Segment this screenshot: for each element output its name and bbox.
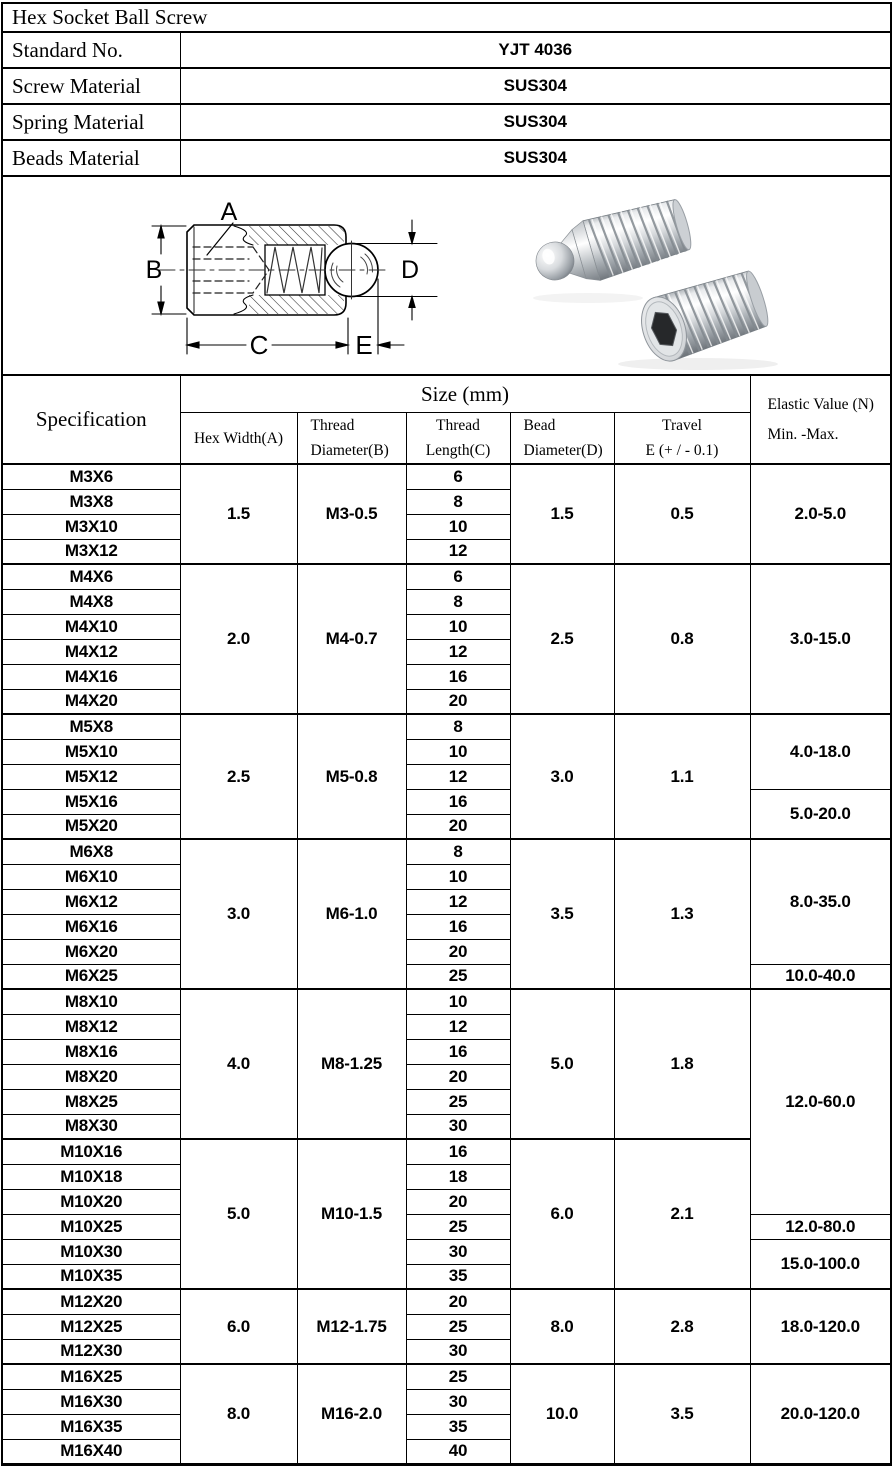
elastic-header-line1: Elastic Value (N) bbox=[767, 395, 874, 413]
elastic-header-line2: Min. -Max. bbox=[767, 425, 839, 443]
spec-name: M10X16 bbox=[2, 1139, 180, 1164]
thread-diameter-value: M12-1.75 bbox=[297, 1289, 406, 1364]
thread-length-value: 20 bbox=[406, 814, 510, 839]
diagram-row bbox=[2, 176, 891, 375]
hatch-top-band bbox=[249, 226, 344, 245]
thread-length-value: 20 bbox=[406, 1189, 510, 1214]
spec-row-M16X25 bbox=[2, 1364, 891, 1389]
thread-length-value: 25 bbox=[406, 1214, 510, 1239]
spec-name: M4X10 bbox=[2, 614, 180, 639]
travel-value: 1.1 bbox=[614, 714, 750, 839]
thread-length-value: 10 bbox=[406, 989, 510, 1014]
spec-name: M12X30 bbox=[2, 1339, 180, 1364]
thread-diameter-value: M6-1.0 bbox=[297, 839, 406, 989]
thread-diameter-value: M3-0.5 bbox=[297, 464, 406, 564]
elastic-value: 3.0-15.0 bbox=[750, 564, 891, 714]
diagram-svg bbox=[3, 178, 888, 373]
travel-value: 0.5 bbox=[614, 464, 750, 564]
bead-diameter-value: 3.0 bbox=[510, 714, 614, 839]
column-header-specification: Specification bbox=[2, 375, 180, 464]
spec-name: M6X10 bbox=[2, 864, 180, 889]
elastic-value: 4.0-18.0 bbox=[750, 714, 891, 789]
thread-diameter-value: M5-0.8 bbox=[297, 714, 406, 839]
thread-length-value: 16 bbox=[406, 1039, 510, 1064]
spec-row-M10X25 bbox=[2, 1214, 891, 1239]
thread-diameter-line1: Thread bbox=[310, 417, 355, 434]
dim-label-c: C bbox=[249, 330, 269, 360]
spec-name: M10X18 bbox=[2, 1164, 180, 1189]
spec-name: M4X20 bbox=[2, 689, 180, 714]
thread-length-value: 25 bbox=[406, 1314, 510, 1339]
page-title: Hex Socket Ball Screw bbox=[2, 3, 891, 32]
travel-value: 0.8 bbox=[614, 564, 750, 714]
thread-length-line1: Thread bbox=[436, 417, 480, 434]
thread-length-value: 25 bbox=[406, 964, 510, 989]
bead-diameter-line1: Bead bbox=[523, 417, 556, 434]
hatch-bottom-band bbox=[249, 295, 344, 314]
thread-length-value: 20 bbox=[406, 939, 510, 964]
spec-name: M16X40 bbox=[2, 1439, 180, 1464]
travel-value: 2.8 bbox=[614, 1289, 750, 1364]
thread-length-value: 16 bbox=[406, 914, 510, 939]
bead-diameter-value: 8.0 bbox=[510, 1289, 614, 1364]
thread-length-value: 16 bbox=[406, 664, 510, 689]
thread-diameter-value: M8-1.25 bbox=[297, 989, 406, 1139]
bead-diameter-value: 2.5 bbox=[510, 564, 614, 714]
thread-length-value: 16 bbox=[406, 1139, 510, 1164]
column-header-thread-length bbox=[406, 413, 510, 465]
spec-row-M3X6 bbox=[2, 464, 891, 489]
spec-header-row-1 bbox=[2, 375, 891, 413]
hex-width-value: 4.0 bbox=[180, 989, 297, 1139]
spec-name: M10X20 bbox=[2, 1189, 180, 1214]
screw-material-label: Screw Material bbox=[2, 68, 180, 104]
spring-material-label: Spring Material bbox=[2, 104, 180, 140]
thread-length-value: 35 bbox=[406, 1414, 510, 1439]
thread-length-value: 18 bbox=[406, 1164, 510, 1189]
spec-name: M10X25 bbox=[2, 1214, 180, 1239]
elastic-value: 12.0-80.0 bbox=[750, 1214, 891, 1239]
elastic-value: 5.0-20.0 bbox=[750, 789, 891, 839]
dim-label-d: D bbox=[400, 256, 420, 284]
spec-row-M8X10 bbox=[2, 989, 891, 1014]
hex-width-value: 5.0 bbox=[180, 1139, 297, 1289]
spec-name: M16X35 bbox=[2, 1414, 180, 1439]
bead-diameter-value: 10.0 bbox=[510, 1364, 614, 1464]
spec-row-M12X20 bbox=[2, 1289, 891, 1314]
travel-value: 3.5 bbox=[614, 1364, 750, 1464]
spec-name: M8X16 bbox=[2, 1039, 180, 1064]
column-group-size-mm: Size (mm) bbox=[180, 375, 750, 413]
bead-diameter-line2: Diameter(D) bbox=[523, 442, 603, 459]
dim-label-e: E bbox=[355, 330, 373, 360]
spec-name: M4X8 bbox=[2, 589, 180, 614]
spec-name: M6X25 bbox=[2, 964, 180, 989]
spring-material-value: SUS304 bbox=[180, 104, 891, 140]
title-row bbox=[2, 3, 891, 32]
spec-name: M5X10 bbox=[2, 739, 180, 764]
spec-name: M4X16 bbox=[2, 664, 180, 689]
spec-name: M8X12 bbox=[2, 1014, 180, 1039]
spec-name: M8X25 bbox=[2, 1089, 180, 1114]
thread-length-value: 20 bbox=[406, 1289, 510, 1314]
diagram-cell bbox=[2, 176, 891, 375]
spec-name: M3X12 bbox=[2, 539, 180, 564]
elastic-value: 12.0-60.0 bbox=[750, 989, 891, 1214]
spec-name: M6X16 bbox=[2, 914, 180, 939]
thread-length-value: 30 bbox=[406, 1239, 510, 1264]
thread-length-value: 8 bbox=[406, 589, 510, 614]
thread-length-value: 12 bbox=[406, 539, 510, 564]
thread-length-value: 10 bbox=[406, 614, 510, 639]
technical-drawing bbox=[146, 198, 437, 360]
spec-name: M4X6 bbox=[2, 564, 180, 589]
spec-name: M16X25 bbox=[2, 1364, 180, 1389]
info-row-spring-material bbox=[2, 104, 891, 140]
standard-no-value: YJT 4036 bbox=[180, 32, 891, 68]
beads-material-value: SUS304 bbox=[180, 140, 891, 176]
spec-name: M10X35 bbox=[2, 1264, 180, 1289]
spec-name: M12X25 bbox=[2, 1314, 180, 1339]
hex-width-value: 8.0 bbox=[180, 1364, 297, 1464]
thread-length-value: 10 bbox=[406, 514, 510, 539]
thread-length-value: 10 bbox=[406, 864, 510, 889]
thread-length-value: 8 bbox=[406, 489, 510, 514]
thread-length-value: 30 bbox=[406, 1114, 510, 1139]
spec-row-M6X25 bbox=[2, 964, 891, 989]
bead-diameter-value: 6.0 bbox=[510, 1139, 614, 1289]
travel-value: 1.8 bbox=[614, 989, 750, 1139]
travel-value: 1.3 bbox=[614, 839, 750, 989]
spec-row-M10X30 bbox=[2, 1239, 891, 1264]
spec-name: M3X10 bbox=[2, 514, 180, 539]
spec-row-M5X16 bbox=[2, 789, 891, 814]
thread-length-line2: Length(C) bbox=[425, 442, 491, 459]
thread-diameter-line2: Diameter(B) bbox=[310, 442, 389, 459]
spec-name: M10X30 bbox=[2, 1239, 180, 1264]
spec-row-M6X8 bbox=[2, 839, 891, 864]
elastic-value: 10.0-40.0 bbox=[750, 964, 891, 989]
spec-name: M8X10 bbox=[2, 989, 180, 1014]
hex-width-value: 6.0 bbox=[180, 1289, 297, 1364]
spec-table-body bbox=[2, 464, 891, 1464]
thread-diameter-value: M4-0.7 bbox=[297, 564, 406, 714]
info-row-screw-material bbox=[2, 68, 891, 104]
column-header-elastic-value bbox=[750, 375, 891, 464]
thread-length-value: 12 bbox=[406, 889, 510, 914]
column-header-bead-diameter bbox=[510, 413, 614, 465]
thread-length-value: 30 bbox=[406, 1389, 510, 1414]
thread-length-value: 40 bbox=[406, 1439, 510, 1464]
thread-length-value: 20 bbox=[406, 1064, 510, 1089]
spec-name: M5X8 bbox=[2, 714, 180, 739]
spec-row-M5X8 bbox=[2, 714, 891, 739]
thread-length-value: 6 bbox=[406, 564, 510, 589]
thread-length-value: 30 bbox=[406, 1339, 510, 1364]
travel-line1: Travel bbox=[662, 417, 702, 434]
spec-name: M3X8 bbox=[2, 489, 180, 514]
thread-length-value: 25 bbox=[406, 1364, 510, 1389]
spec-name: M6X12 bbox=[2, 889, 180, 914]
bead-diameter-value: 5.0 bbox=[510, 989, 614, 1139]
column-header-thread-diameter bbox=[297, 413, 406, 465]
column-header-hex-width: Hex Width(A) bbox=[180, 413, 297, 465]
hex-width-value: 1.5 bbox=[180, 464, 297, 564]
product-photo bbox=[528, 193, 778, 370]
hex-width-value: 2.0 bbox=[180, 564, 297, 714]
bead-diameter-value: 3.5 bbox=[510, 839, 614, 989]
spec-name: M5X20 bbox=[2, 814, 180, 839]
screw-material-value: SUS304 bbox=[180, 68, 891, 104]
thread-length-value: 6 bbox=[406, 464, 510, 489]
travel-value: 2.1 bbox=[614, 1139, 750, 1289]
spec-sheet-table bbox=[1, 2, 892, 1466]
hex-width-value: 3.0 bbox=[180, 839, 297, 989]
elastic-value: 18.0-120.0 bbox=[750, 1289, 891, 1364]
thread-length-value: 25 bbox=[406, 1089, 510, 1114]
photo-screw-hex bbox=[634, 265, 773, 366]
spec-name: M6X20 bbox=[2, 939, 180, 964]
photo-screw-ball bbox=[528, 193, 696, 296]
bead-diameter-value: 1.5 bbox=[510, 464, 614, 564]
spec-name: M8X20 bbox=[2, 1064, 180, 1089]
thread-length-value: 16 bbox=[406, 789, 510, 814]
spec-row-M4X6 bbox=[2, 564, 891, 589]
spec-name: M12X20 bbox=[2, 1289, 180, 1314]
dim-label-b: B bbox=[145, 256, 163, 284]
elastic-value: 15.0-100.0 bbox=[750, 1239, 891, 1289]
beads-material-label: Beads Material bbox=[2, 140, 180, 176]
elastic-value: 2.0-5.0 bbox=[750, 464, 891, 564]
standard-no-label: Standard No. bbox=[2, 32, 180, 68]
spec-name: M5X16 bbox=[2, 789, 180, 814]
hex-width-value: 2.5 bbox=[180, 714, 297, 839]
spec-name: M8X30 bbox=[2, 1114, 180, 1139]
thread-length-value: 12 bbox=[406, 639, 510, 664]
elastic-value: 20.0-120.0 bbox=[750, 1364, 891, 1464]
column-header-travel bbox=[614, 413, 750, 465]
dim-label-a: A bbox=[220, 198, 238, 226]
info-row-beads-material bbox=[2, 140, 891, 176]
spec-name: M5X12 bbox=[2, 764, 180, 789]
thread-diameter-value: M16-2.0 bbox=[297, 1364, 406, 1464]
thread-length-value: 20 bbox=[406, 689, 510, 714]
thread-length-value: 35 bbox=[406, 1264, 510, 1289]
thread-length-value: 10 bbox=[406, 739, 510, 764]
travel-line2: E (+ / - 0.1) bbox=[645, 442, 719, 459]
thread-diameter-value: M10-1.5 bbox=[297, 1139, 406, 1289]
thread-length-value: 8 bbox=[406, 839, 510, 864]
thread-length-value: 8 bbox=[406, 714, 510, 739]
thread-length-value: 12 bbox=[406, 1014, 510, 1039]
spec-name: M3X6 bbox=[2, 464, 180, 489]
spec-name: M16X30 bbox=[2, 1389, 180, 1414]
info-row-standard bbox=[2, 32, 891, 68]
thread-length-value: 12 bbox=[406, 764, 510, 789]
spec-name: M4X12 bbox=[2, 639, 180, 664]
elastic-value: 8.0-35.0 bbox=[750, 839, 891, 964]
spec-name: M6X8 bbox=[2, 839, 180, 864]
